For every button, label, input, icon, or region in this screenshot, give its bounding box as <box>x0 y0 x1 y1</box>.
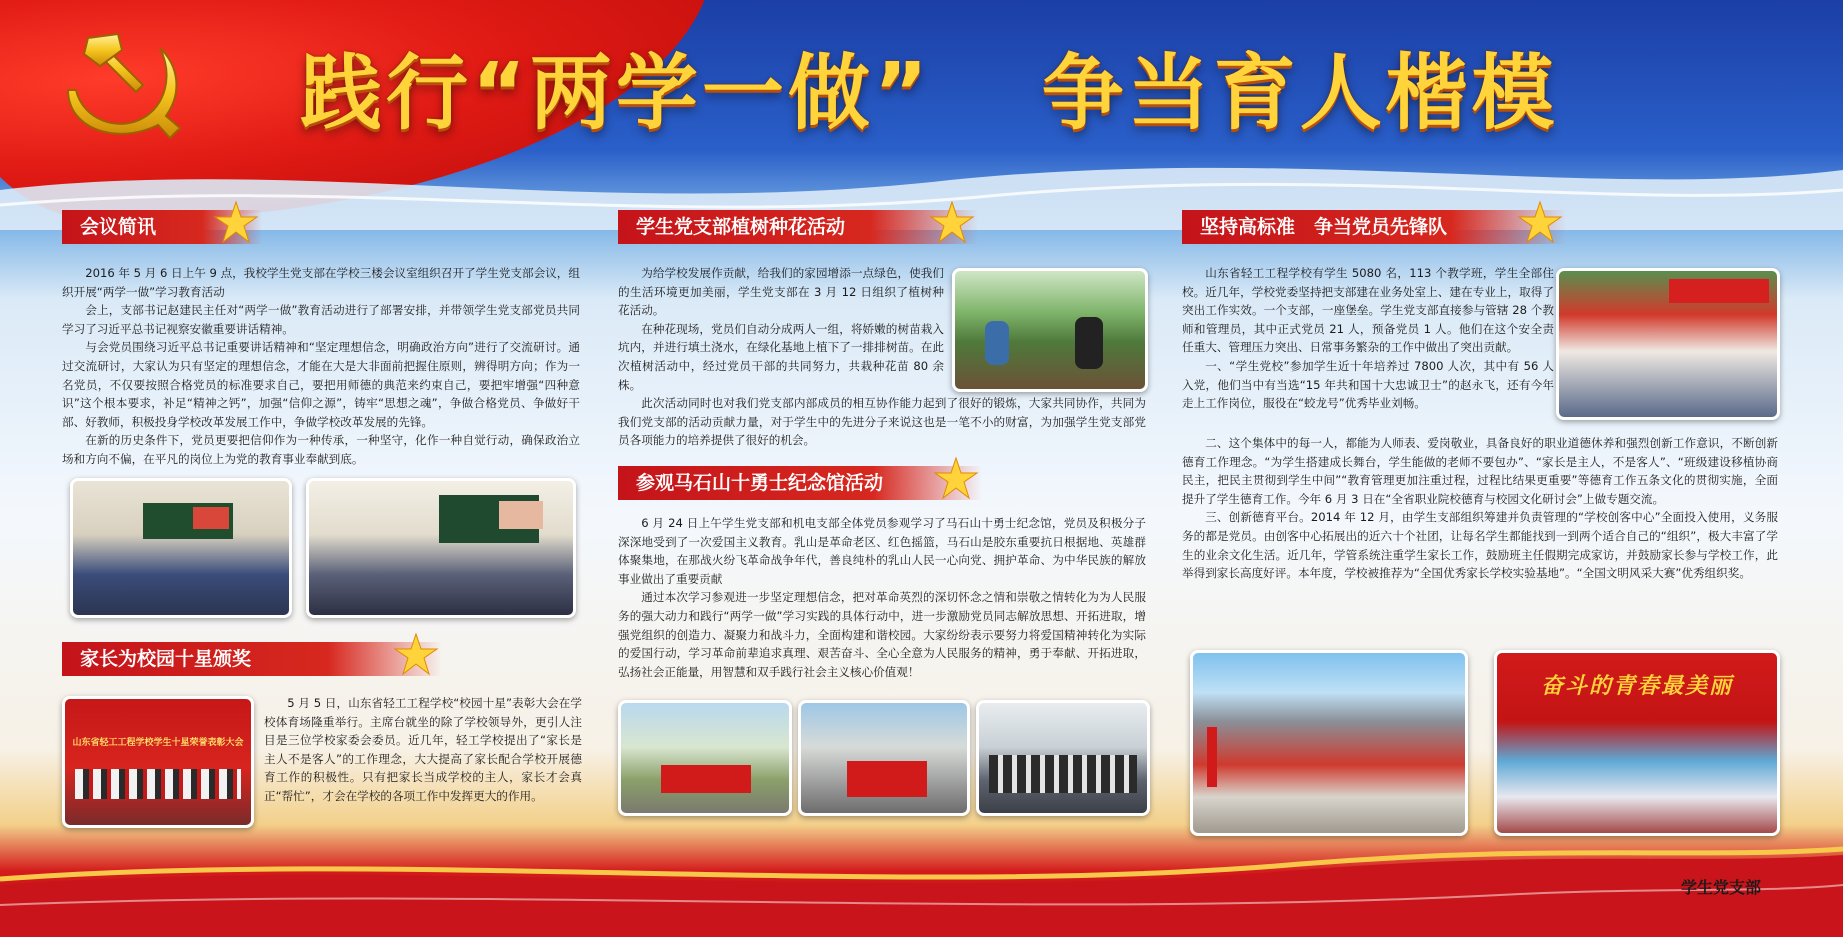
party-emblem-icon <box>48 20 198 150</box>
paragraph: 与会党员围绕习近平总书记重要讲话精神和“坚定理想信念，明确政治方向”进行了交流研讨。通过交流研讨，大家认为只有坚定的理想信念，才能在大是大非面前把握住原则，辨得明方向；作为一名党员，不仅要按照合格党员的标准要求自己，要把用师德的典范来约束自己，要把牢增强“四种意识”这个根本要求，补足“精神之钙”，加强“信仰之源”，铸牢“思想之魂”，争做合格党员、争做好干部、好教师，积极投身学校改革发展工作中，争做学校改革发展的先锋。 <box>62 340 580 429</box>
paragraph: 三、创新德育平台。2014 年 12 月，由学生支部组织筹建并负责管理的“学校创客中心”全面投入使用，义务服务的都是党员。由创客中心拓展出的近六十个社团，让每名学生都能找到一到两个适合自己的“组织”，极大丰富了学生的业余文化生活。近几年，学管系统注重学生家长工作，鼓励班主任假期完成家访，并鼓励家长参与学校工作，此举得到家长高度好评。本年度，学校被推荐为“全国优秀家长学校实验基地”。“全国文明风采大赛”优秀组织奖。 <box>1182 510 1778 581</box>
stars-icon <box>206 200 266 246</box>
paragraph: 在新的历史条件下，党员更要把信仰作为一种传承，一种坚守，化作一种自觉行动，确保政治立场和方向不偏，在平凡的岗位上为党的教育事业奉献到底。 <box>62 433 580 466</box>
meeting-text <box>62 264 580 469</box>
stars-icon <box>922 200 982 246</box>
page-title <box>300 28 1600 148</box>
parents-text <box>264 694 582 806</box>
section-heading-standard: 坚持高标准 争当党员先锋队 <box>1182 210 1566 244</box>
photo-award-ceremony <box>62 696 254 828</box>
footer-org-name: 学生党支部 <box>1680 878 1761 897</box>
paragraph: 2016 年 5 月 6 日上午 9 点，我校学生党支部在学校三楼会议室组织召开了学生党支部会议，组织开展“两学一做”学习教育活动 <box>62 266 580 299</box>
paragraph: 通过本次学习参观进一步坚定理想信念，把对革命英烈的深切怀念之情和崇敬之情转化为为人民服务的强大动力和践行“两学一做”学习实践的具体行动中，进一步激励党员同志解放思想、开拓进取，增强党组织的创造力、凝聚力和战斗力，全面构建和谐校园。大家纷纷表示要努力将爱国精神转化为实际的爱国行动，学习革命前辈追求真理、艰苦奋斗、全心全意为人民服务的精神，勇于奉献、开拓进取，弘扬社会正能量，用智慧和双手践行社会主义核心价值观！ <box>618 590 1146 679</box>
photo-memorial-2 <box>798 700 970 816</box>
paragraph: 6 月 24 日上午学生党支部和机电支部全体党员参观学习了马石山十勇士纪念馆，党员及积极分子深深地受到了一次爱国主义教育。乳山是革命老区、红色摇篮，马石山是胶东重要抗日根据地、英雄群体聚集地，在那战火纷飞革命战争年代，善良纯朴的乳山人民一心向党、拥护革命、为中华民族的解放事业做出了重要贡献 <box>618 516 1146 586</box>
stars-icon <box>1510 200 1570 246</box>
photo-stage-performance <box>1494 650 1780 836</box>
title-right: 争当育人楷模 <box>1041 46 1558 141</box>
section-heading-parents: 家长为校园十星颁奖 <box>62 642 442 676</box>
paragraph: 山东省轻工工程学校有学生 5080 名，113 个教学班，学生全部住校。近几年，学校党委坚持把支部建在业务处室上、建在专业上，取得了突出工作实效。一个支部，一座堡垒。学生党支部直接参与管辖 28 个教师和管理员，其中正式党员 21 人，预备党员 1 人。他们在这个安全责任重大、管理压力突出、日常事务繁杂的工作中做出了突出贡献。 <box>1182 266 1554 355</box>
title-left: 践行“两学一做” <box>300 46 932 141</box>
photo-memorial-3 <box>976 700 1150 816</box>
photo-memorial-1 <box>618 700 792 816</box>
stage-banner-text: 奋斗的青春最美丽 <box>1540 674 1733 699</box>
memorial-text <box>618 514 1146 681</box>
paragraph: 5 月 5 日，山东省轻工工程学校“校园十星”表彰大会在学校体育场隆重举行。主席台就坐的除了学校领导外，更引人注目是三位学校家委会委员。近几年，轻工学校提出了“家长是主人不是客人”的工作理念，大大提高了家长配合学校开展德育工作的积极性。只有把家长当成学校的主人，家长才会真正“帮忙”，才会在学校的各项工作中发挥更大的作用。 <box>264 696 582 803</box>
bottom-band <box>0 845 1843 937</box>
photo-volunteers <box>1556 268 1780 420</box>
section-heading-memorial: 参观马石山十勇士纪念馆活动 <box>618 466 982 500</box>
paragraph: 会上，支部书记赵建民主任对“两学一做”教育活动进行了部署安排，并带领学生党支部党员共同学习了习近平总书记视察安徽重要讲话精神。 <box>62 303 580 336</box>
section-heading-planting: 学生党支部植树种花活动 <box>618 210 978 244</box>
paragraph: 此次活动同时也对我们党支部内部成员的相互协作能力起到了很好的锻炼，大家共同协作，共同为我们党支部的活动贡献力量，对于学生中的先进分子来说这也是一笔不小的财富，为加强学生党支部党员各项能力的培养提供了很好的机会。 <box>618 396 1146 448</box>
stars-icon <box>926 456 986 502</box>
paragraph: 在种花现场，党员们自动分成两人一组，将娇嫩的树苗栽入坑内，并进行填土浇水，在绿化基地上植下了一排排树苗。在此次植树活动中，经过党员干部的共同努力，共栽种花苗 80 余株。 <box>618 321 944 392</box>
stars-icon <box>386 632 446 678</box>
standard-text-bottom <box>1182 434 1778 583</box>
planting-text-top <box>618 264 944 394</box>
standard-text-top <box>1182 264 1554 413</box>
planting-text-bottom <box>618 394 1146 450</box>
paragraph: 为给学校发展作贡献，给我们的家园增添一点绿色，使我们的生活环境更加美丽，学生党支部在 3 月 12 日组织了植树种花活动。 <box>618 266 944 318</box>
paragraph: 二、这个集体中的每一人，都能为人师表、爱岗敬业，具备良好的职业道德休养和强烈创新工作意识，不断创新德育工作理念。“为学生搭建成长舞台，学生能做的老师不要包办”、“家长是主人，不是客人”、“班级建设移植协商民主，把民主贯彻到学生中间”“教育管理更加注重过程，过程比结果更重要”等德育工作五条文化的贯彻实施，全面提升了学生德育工作。今年 6 月 3 日在“全省职业院校德育与校园文化研讨会”上做专题交流。 <box>1182 436 1778 506</box>
section-heading-meeting: 会议简讯 <box>62 210 262 244</box>
photo-planting <box>952 268 1148 392</box>
award-banner-text: 山东省轻工工程学校学生十星荣誉表彰大会 <box>72 738 244 748</box>
paragraph: 一、“学生党校”参加学生近十年培养过 7800 人次，其中有 56 人入党，他们当中有当选“15 年共和国十大忠诚卫士”的赵永飞，还有今年走上工作岗位，服役在“蛟龙号”优秀毕业刘畅。 <box>1182 358 1554 411</box>
photo-meeting-1 <box>70 478 292 618</box>
photo-meeting-2 <box>306 478 576 618</box>
photo-school-building <box>1190 650 1468 836</box>
